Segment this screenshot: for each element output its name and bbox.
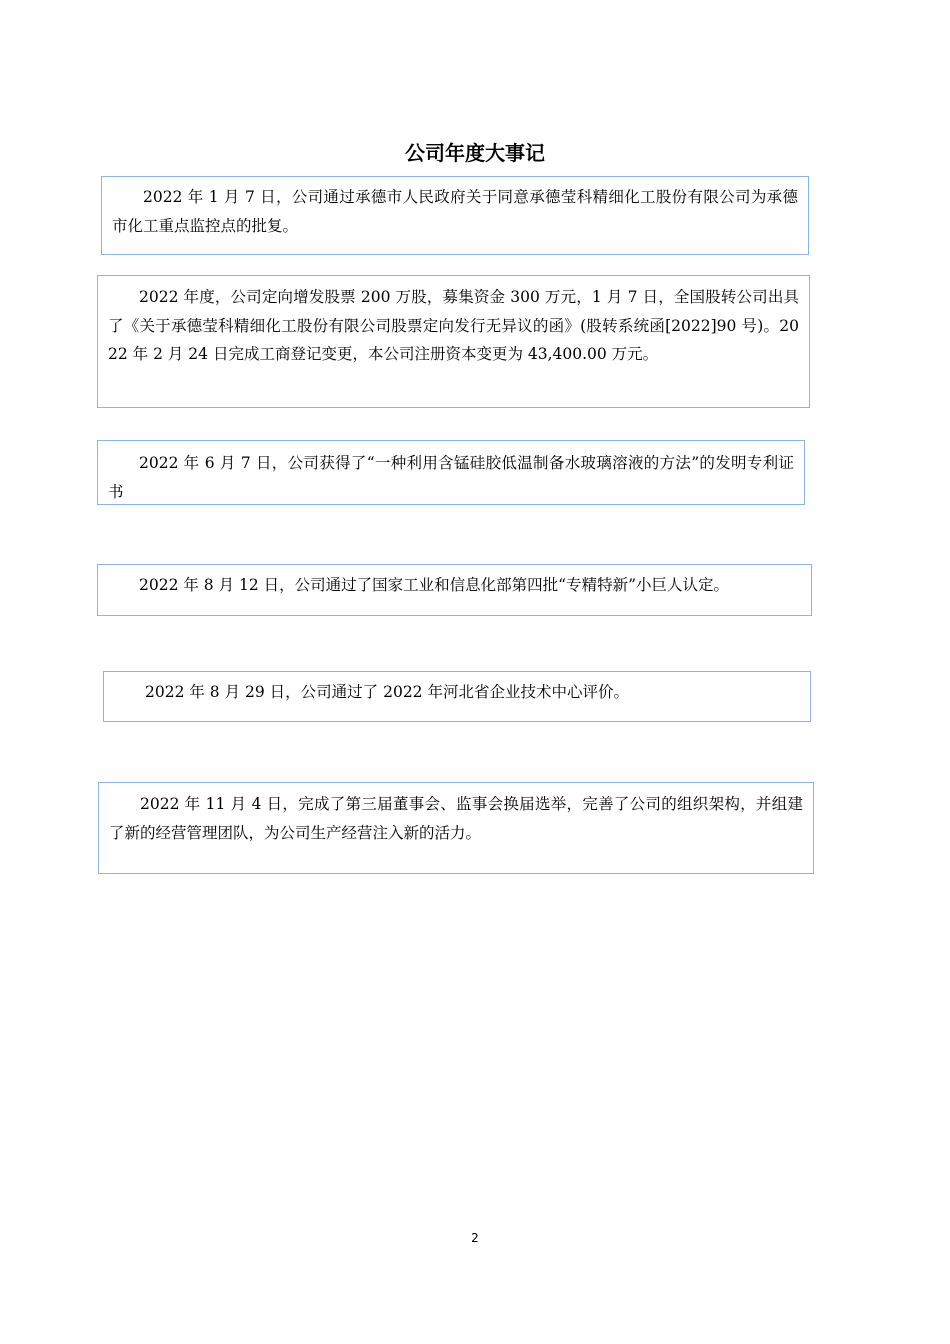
page-title: 公司年度大事记 [405, 141, 545, 166]
event-text: 2022 年 11 月 4 日，完成了第三届董事会、监事会换届选举，完善了公司的组织架构，并组建了新的经营管理团队，为公司生产经营注入新的活力。 [109, 795, 803, 842]
event-box [97, 275, 810, 408]
event-box [97, 564, 812, 616]
event-text: 2022 年 8 月 29 日，公司通过了 2022 年河北省企业技术中心评价。 [145, 683, 629, 701]
event-text: 2022 年 6 月 7 日，公司获得了“一种利用含锰硅胶低温制备水玻璃溶液的方法”的发明专利证书 [108, 454, 794, 501]
event-text: 2022 年度，公司定向增发股票 200 万股，募集资金 300 万元，1 月 7 日，全国股转公司出具了《关于承德莹科精细化工股份有限公司股票定向发行无异议的函》(股转系统函[2022]90 号)。2022 年 2 月 24 日完成工商登记变更，本公司注册资本变更为 43,400.00 万元。 [108, 288, 799, 363]
event-box [103, 671, 811, 722]
event-box [101, 176, 809, 255]
page-number: 2 [471, 1231, 479, 1245]
event-box [98, 782, 814, 874]
event-text: 2022 年 8 月 12 日，公司通过了国家工业和信息化部第四批“专精特新”小巨人认定。 [139, 576, 730, 594]
event-box [97, 440, 805, 505]
event-text: 2022 年 1 月 7 日，公司通过承德市人民政府关于同意承德莹科精细化工股份有限公司为承德市化工重点监控点的批复。 [112, 188, 798, 235]
